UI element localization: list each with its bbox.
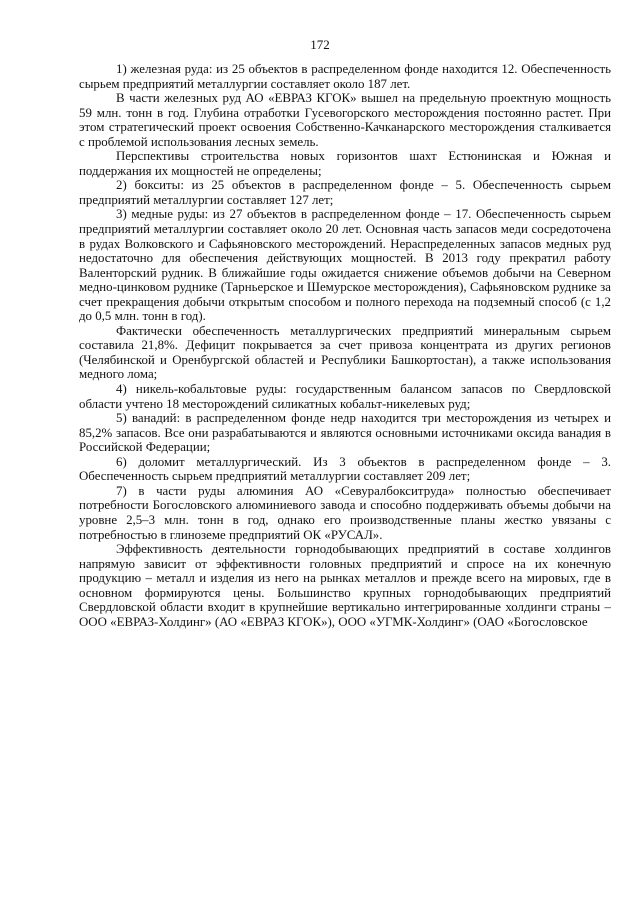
page-number: 172 — [310, 37, 330, 52]
paragraph-dolomite: 6) доломит металлургический. Из 3 объектов в распределенном фонде – 3. Обеспеченность сырьем предприятий металлургии составляет 209 лет; — [79, 454, 611, 484]
paragraph-vanadium: 5) ванадий: в распределенном фонде недр находится три месторождения из четырех и 85,2% запасов. Все они разрабатываются и являются основными источниками оксида ванадия в Российской Федерации; — [79, 411, 611, 455]
paragraph-copper-supply: Фактически обеспеченность металлургических предприятий минеральным сырьем составила 21,8%. Дефицит покрывается за счет привоза концентрата из других регионов (Челябинской и Оренбургской областей и Республики Башкортостан), а также использования медного лома; — [79, 323, 611, 382]
paragraph-copper-ore: 3) медные руды: из 27 объектов в распределенном фонде – 17. Обеспеченность сырьем предприятий металлургии составляет около 20 лет. Основная часть запасов меди сосредоточена в рудах Волковского и Сафьяновского месторождений. Нераспределенных запасов медных руд недостаточно для обеспечения действующих мощностей. В 2013 году прекратил работу Валенторский рудник. В ближайшие годы ожидается снижение объемов добычи на Северном медно-цинковом руднике (Тарньерское и Шемурское месторождения), Сафьяновском руднике за счет прекращения добычи открытым способом и полного перехода на подземный способ (с 1,2 до 0,5 млн. тонн в год). — [79, 207, 611, 324]
paragraph-nickel-cobalt: 4) никель-кобальтовые руды: государственным балансом запасов по Свердловской области учтено 18 месторождений силикатных кобальт-никелевых руд; — [79, 382, 611, 411]
paragraph-bauxite: 2) бокситы: из 25 объектов в распределенном фонде – 5. Обеспеченность сырьем предприятий металлургии составляет 127 лет; — [79, 178, 611, 207]
paragraph-evraz-kgok: В части железных руд АО «ЕВРАЗ КГОК» вышел на предельную проектную мощность 59 млн. тонн в год. Глубина отработки Гусевогорского месторождения постоянно растет. При этом стратегический проект освоения Собственно-Качканарского месторождения сталкивается с проблемой использования лесных земель. — [79, 91, 611, 149]
paragraph-aluminium: 7) в части руды алюминия АО «Севуралбокситруда» полностью обеспечивает потребности Богословского алюминиевого завода и способно поддерживать объемы добычи на уровне 2,5–3 млн. тонн в год, однако его производственные планы жестко увязаны с потребностью в глиноземе предприятий ОК «РУСАЛ». — [79, 483, 611, 542]
document-body — [79, 62, 611, 629]
paragraph-mining-holdings: Эффективность деятельности горнодобывающих предприятий в составе холдингов напрямую зависит от эффективности головных предприятий и спросе на их конечную продукцию – металл и изделия из него на рынках металлов и прежде всего на мировых, где в основном формируются цены. Большинство крупных горнодобывающих предприятий Свердловской области входит в крупнейшие вертикально интегрированные холдинги страны – ООО «ЕВРАЗ-Холдинг» (АО «ЕВРАЗ КГОК»), ООО «УГМК-Холдинг» (ОАО «Богословское — [79, 542, 611, 629]
paragraph-iron-ore: 1) железная руда: из 25 объектов в распределенном фонде находится 12. Обеспеченность сырьем предприятий металлургии составляет около 187 лет. — [79, 62, 611, 91]
paragraph-mine-prospects: Перспективы строительства новых горизонтов шахт Естюнинская и Южная и поддержания их мощностей не определены; — [79, 149, 611, 178]
